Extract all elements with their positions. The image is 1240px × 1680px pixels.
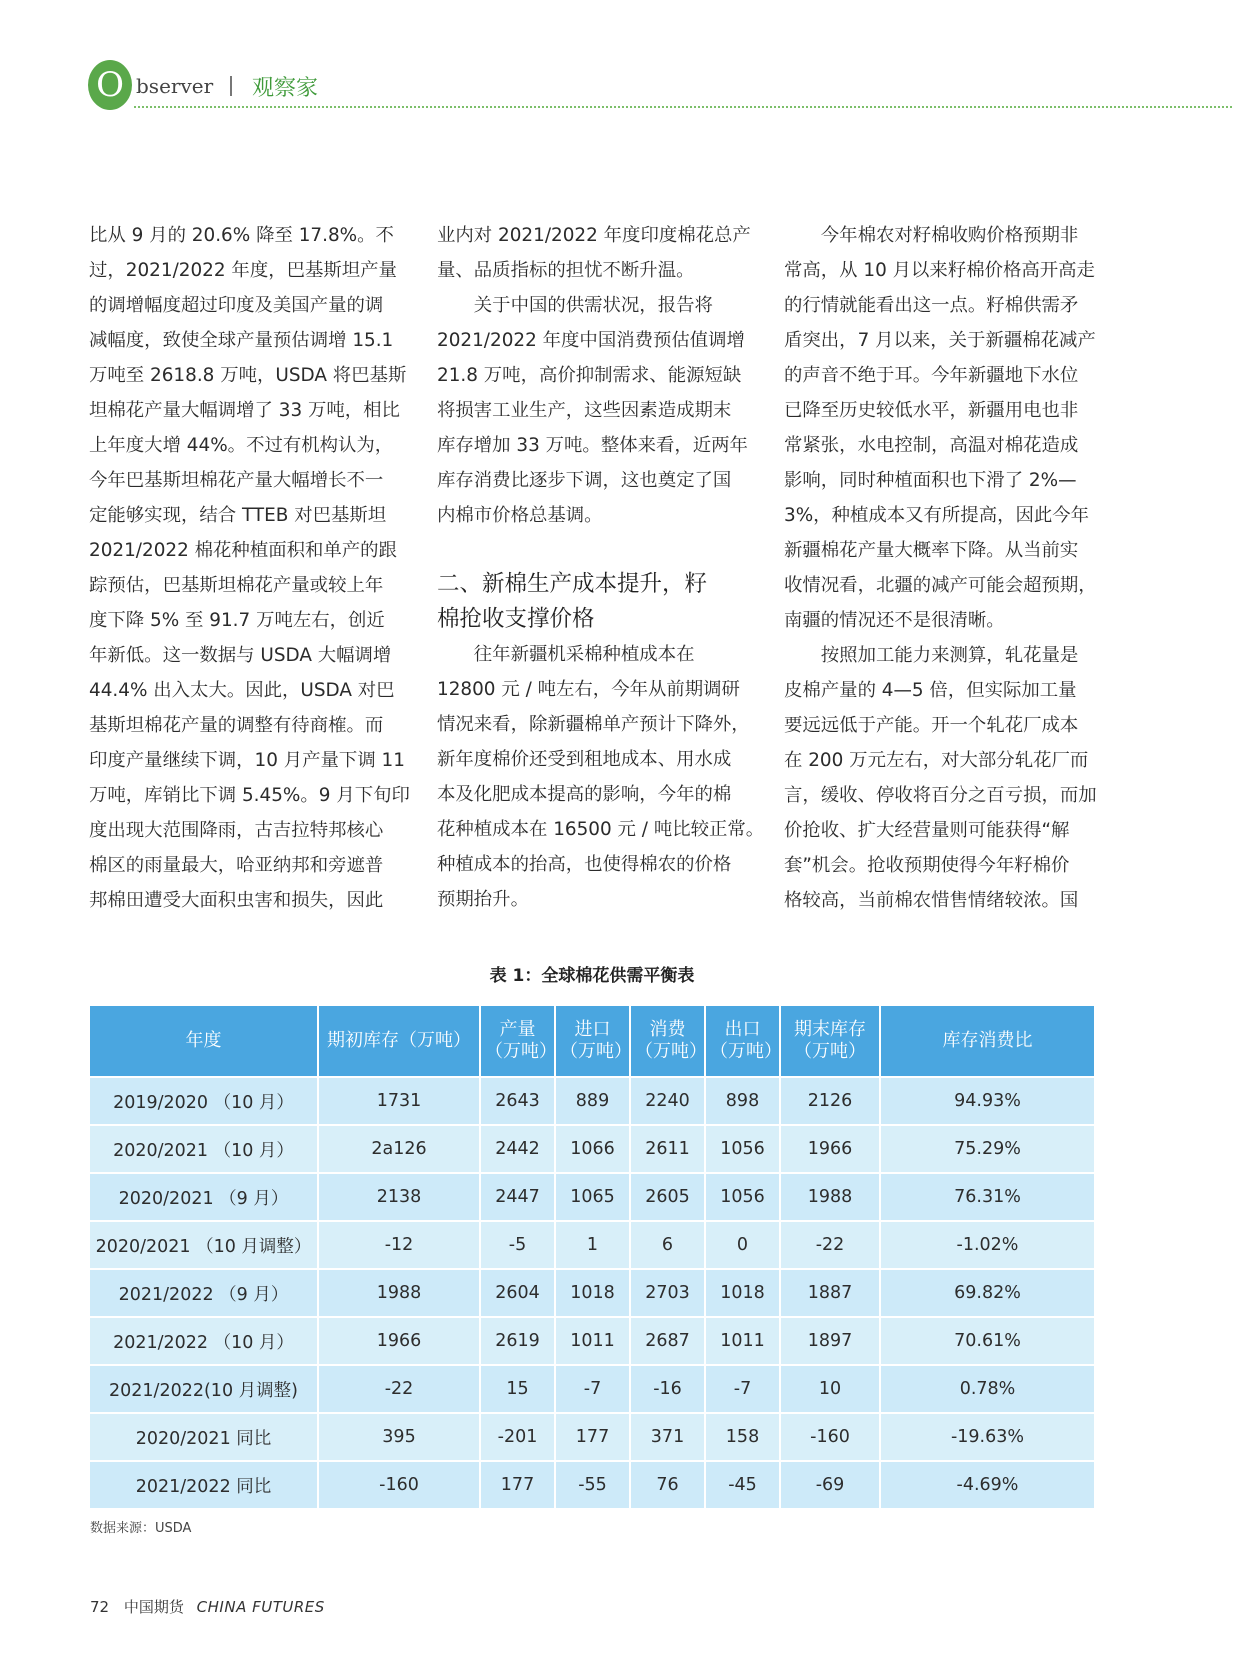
table-cell: 2a126 xyxy=(318,1125,480,1173)
table-cell: 2611 xyxy=(630,1125,705,1173)
text-line: 基斯坦棉花产量的调整有待商榷。而 xyxy=(89,715,384,736)
text-line: 定能够实现，结合 TTEB 对巴基斯坦 xyxy=(89,505,387,526)
row-label-cell: 2021/2022 （10 月） xyxy=(90,1317,318,1365)
table-row xyxy=(90,1077,1094,1125)
text-line: 21.8 万吨，高价抑制需求、能源短缺 xyxy=(437,365,742,386)
text-line: 邦棉田遭受大面积虫害和损失，因此 xyxy=(89,890,384,911)
table-cell: 158 xyxy=(705,1413,780,1461)
row-label-cell: 2021/2022 同比 xyxy=(90,1461,318,1508)
text-line: 花种植成本在 16500 元 / 吨比较正常。 xyxy=(437,819,765,840)
row-label-cell: 2021/2022(10 月调整) xyxy=(90,1365,318,1413)
table-cell: 75.29% xyxy=(880,1125,1094,1173)
text-column-2 xyxy=(437,218,765,917)
text-line: 量、品质指标的担忧不断升温。 xyxy=(437,260,695,281)
text-line: 情况来看，除新疆棉单产预计下降外， xyxy=(437,714,750,735)
text-line: 44.4% 出入太大。因此，USDA 对巴 xyxy=(89,680,395,701)
table-cell: 1056 xyxy=(705,1173,780,1221)
table-cell: 1887 xyxy=(780,1269,880,1317)
table-row xyxy=(90,1221,1094,1269)
table-cell: -160 xyxy=(780,1413,880,1461)
table-row xyxy=(90,1317,1094,1365)
text-line: 收情况看，北疆的减产可能会超预期， xyxy=(784,575,1097,596)
text-line: 盾突出，7 月以来，关于新疆棉花减产 xyxy=(784,330,1096,351)
text-line: 年新低。这一数据与 USDA 大幅调增 xyxy=(89,645,392,666)
text-line: 2021/2022 年度中国消费预估值调增 xyxy=(437,330,745,351)
row-label-cell: 2021/2022 （9 月） xyxy=(90,1269,318,1317)
heading-line: 棉抢收支撑价格 xyxy=(437,606,595,632)
text-line: 往年新疆机采棉种植成本在 xyxy=(437,644,695,665)
observer-logo-badge: O xyxy=(88,60,132,110)
table-cell: 1731 xyxy=(318,1077,480,1125)
table-cell: 1018 xyxy=(555,1269,630,1317)
column-header: 期末库存 （万吨） xyxy=(780,1006,880,1077)
table-cell: -7 xyxy=(555,1365,630,1413)
section-heading xyxy=(437,567,749,637)
text-line: 2021/2022 棉花种植面积和单产的跟 xyxy=(89,540,397,561)
text-line: 上年度大增 44%。不过有机构认为， xyxy=(89,435,394,456)
table-cell: 2687 xyxy=(630,1317,705,1365)
table-cell: -201 xyxy=(480,1413,555,1461)
text-line: 将损害工业生产，这些因素造成期末 xyxy=(437,400,732,421)
table-cell: 2619 xyxy=(480,1317,555,1365)
table-cell: 1011 xyxy=(555,1317,630,1365)
table-cell: -69 xyxy=(780,1461,880,1508)
table-cell: 1065 xyxy=(555,1173,630,1221)
magazine-name: 中国期货 xyxy=(123,1598,184,1616)
column-header: 进口 （万吨） xyxy=(555,1006,630,1077)
text-line: 的调增幅度超过印度及美国产量的调 xyxy=(89,295,384,316)
heading-line: 二、新棉生产成本提升，籽 xyxy=(437,571,708,597)
table-cell: 94.93% xyxy=(880,1077,1094,1125)
text-line: 减幅度，致使全球产量预估调增 15.1 xyxy=(89,330,394,351)
text-line: 本及化肥成本提高的影响，今年的棉 xyxy=(437,784,732,805)
brand-label: bserver xyxy=(136,74,214,98)
table-cell: 2138 xyxy=(318,1173,480,1221)
table-cell: 69.82% xyxy=(880,1269,1094,1317)
table-cell: 15 xyxy=(480,1365,555,1413)
table-cell: 177 xyxy=(480,1461,555,1508)
column-header: 库存消费比 xyxy=(880,1006,1094,1077)
table-cell: -12 xyxy=(318,1221,480,1269)
row-label-cell: 2020/2021 （10 月调整） xyxy=(90,1221,318,1269)
column-header: 期初库存（万吨） xyxy=(318,1006,480,1077)
table-cell: 898 xyxy=(705,1077,780,1125)
text-line: 今年棉农对籽棉收购价格预期非 xyxy=(784,225,1079,246)
table-cell: -45 xyxy=(705,1461,780,1508)
magazine-name-en: CHINA FUTURES xyxy=(196,1598,325,1616)
page-footer xyxy=(90,1596,325,1617)
text-line: 印度产量继续下调，10 月产量下调 11 xyxy=(89,750,405,771)
table-cell: 395 xyxy=(318,1413,480,1461)
table-row xyxy=(90,1173,1094,1221)
table-cell: 889 xyxy=(555,1077,630,1125)
cotton-balance-table xyxy=(90,1006,1094,1508)
table-cell: -16 xyxy=(630,1365,705,1413)
text-line: 格较高，当前棉农惜售情绪较浓。国 xyxy=(784,890,1079,911)
row-label-cell: 2019/2020 （10 月） xyxy=(90,1077,318,1125)
text-line: 关于中国的供需状况，报告将 xyxy=(437,295,713,316)
table-cell: 70.61% xyxy=(880,1317,1094,1365)
text-line: 度下降 5% 至 91.7 万吨左右，创近 xyxy=(89,610,385,631)
text-line: 踪预估，巴基斯坦棉花产量或较上年 xyxy=(89,575,384,596)
section-title: 观察家 xyxy=(252,76,319,101)
text-line: 按照加工能力来测算，轧花量是 xyxy=(784,645,1079,666)
text-line: 库存增加 33 万吨。整体来看，近两年 xyxy=(437,435,748,456)
column-header: 年度 xyxy=(90,1006,318,1077)
text-line: 今年巴基斯坦棉花产量大幅增长不一 xyxy=(89,470,384,491)
text-line: 3%，种植成本又有所提高，因此今年 xyxy=(784,505,1090,526)
text-line: 的声音不绝于耳。今年新疆地下水位 xyxy=(784,365,1079,386)
table-row xyxy=(90,1413,1094,1461)
table-cell: 1897 xyxy=(780,1317,880,1365)
table-cell: -55 xyxy=(555,1461,630,1508)
table-row xyxy=(90,1125,1094,1173)
text-line: 皮棉产量的 4—5 倍，但实际加工量 xyxy=(784,680,1077,701)
text-line: 内棉市价格总基调。 xyxy=(437,505,603,526)
table-cell: 10 xyxy=(780,1365,880,1413)
table-cell: 1966 xyxy=(318,1317,480,1365)
column-header: 出口 （万吨） xyxy=(705,1006,780,1077)
table-cell: 6 xyxy=(630,1221,705,1269)
text-line: 南疆的情况还不是很清晰。 xyxy=(784,610,1005,631)
row-label-cell: 2020/2021 （9 月） xyxy=(90,1173,318,1221)
text-line: 12800 元 / 吨左右，今年从前期调研 xyxy=(437,679,740,700)
text-line: 价抢收、扩大经营量则可能获得“解 xyxy=(784,820,1070,841)
table-cell: -22 xyxy=(318,1365,480,1413)
data-source-note: 数据来源：USDA xyxy=(90,1521,192,1536)
text-line: 常高，从 10 月以来籽棉价格高开高走 xyxy=(784,260,1095,281)
table-header-row xyxy=(90,1006,1094,1077)
table-row xyxy=(90,1269,1094,1317)
table-cell: -4.69% xyxy=(880,1461,1094,1508)
text-line: 言，缓收、停收将百分之百亏损，而加 xyxy=(784,785,1097,806)
table-cell: 2240 xyxy=(630,1077,705,1125)
table-cell: -19.63% xyxy=(880,1413,1094,1461)
text-line: 影响，同时种植面积也下滑了 2%— xyxy=(784,470,1077,491)
text-line: 套”机会。抢收预期使得今年籽棉价 xyxy=(784,855,1070,876)
text-line: 库存消费比逐步下调，这也奠定了国 xyxy=(437,470,732,491)
page-number: 72 xyxy=(90,1598,110,1616)
table-cell: -5 xyxy=(480,1221,555,1269)
table-cell: 0.78% xyxy=(880,1365,1094,1413)
table-cell: 76.31% xyxy=(880,1173,1094,1221)
text-line: 种植成本的抬高，也使得棉农的价格 xyxy=(437,854,732,875)
table-cell: 2126 xyxy=(780,1077,880,1125)
table-cell: 371 xyxy=(630,1413,705,1461)
table-cell: 2703 xyxy=(630,1269,705,1317)
table-cell: 1988 xyxy=(318,1269,480,1317)
table-cell: 1011 xyxy=(705,1317,780,1365)
table-cell: 177 xyxy=(555,1413,630,1461)
table-cell: -22 xyxy=(780,1221,880,1269)
text-line: 过，2021/2022 年度，巴基斯坦产量 xyxy=(89,260,397,281)
table-cell: -7 xyxy=(705,1365,780,1413)
column-2-paragraphs-bottom xyxy=(437,637,765,917)
table-caption: 表 1：全球棉花供需平衡表 xyxy=(489,966,695,986)
text-line: 坦棉花产量大幅调增了 33 万吨，相比 xyxy=(89,400,400,421)
column-header: 产量 （万吨） xyxy=(480,1006,555,1077)
table-cell: 2604 xyxy=(480,1269,555,1317)
table-cell: 1056 xyxy=(705,1125,780,1173)
column-2-paragraphs xyxy=(437,218,749,533)
text-line: 新疆棉花产量大概率下降。从当前实 xyxy=(784,540,1079,561)
table-cell: 2447 xyxy=(480,1173,555,1221)
table-cell: 0 xyxy=(705,1221,780,1269)
text-line: 万吨，库销比下调 5.45%。9 月下旬印 xyxy=(89,785,410,806)
text-line: 比从 9 月的 20.6% 降至 17.8%。不 xyxy=(89,225,394,246)
table-cell: 2605 xyxy=(630,1173,705,1221)
table-cell: 1988 xyxy=(780,1173,880,1221)
table-body xyxy=(90,1077,1094,1508)
column-header: 消费 （万吨） xyxy=(630,1006,705,1077)
text-line: 在 200 万元左右，对大部分轧花厂而 xyxy=(784,750,1089,771)
table-row xyxy=(90,1365,1094,1413)
table-cell: -160 xyxy=(318,1461,480,1508)
header-dotted-rule xyxy=(134,106,1232,108)
table-cell: 1018 xyxy=(705,1269,780,1317)
text-line: 预期抬升。 xyxy=(437,889,529,910)
table-row xyxy=(90,1461,1094,1508)
text-column-1 xyxy=(89,218,410,918)
text-line: 业内对 2021/2022 年度印度棉花总产 xyxy=(437,225,751,246)
text-line: 度出现大范围降雨，古吉拉特邦核心 xyxy=(89,820,384,841)
table-cell: 1066 xyxy=(555,1125,630,1173)
table-cell: 76 xyxy=(630,1461,705,1508)
table-cell: -1.02% xyxy=(880,1221,1094,1269)
row-label-cell: 2020/2021 同比 xyxy=(90,1413,318,1461)
text-line: 万吨至 2618.8 万吨，USDA 将巴基斯 xyxy=(89,365,407,386)
table-cell: 1 xyxy=(555,1221,630,1269)
text-line: 棉区的雨量最大，哈亚纳邦和旁遮普 xyxy=(89,855,384,876)
table-cell: 2643 xyxy=(480,1077,555,1125)
table-cell: 1966 xyxy=(780,1125,880,1173)
text-line: 常紧张，水电控制，高温对棉花造成 xyxy=(784,435,1079,456)
text-line: 新年度棉价还受到租地成本、用水成 xyxy=(437,749,732,770)
page-header xyxy=(88,60,1240,120)
text-column-3 xyxy=(784,218,1097,918)
table-cell: 2442 xyxy=(480,1125,555,1173)
text-line: 已降至历史较低水平，新疆用电也非 xyxy=(784,400,1079,421)
header-divider xyxy=(230,76,232,96)
text-line: 的行情就能看出这一点。籽棉供需矛 xyxy=(784,295,1079,316)
row-label-cell: 2020/2021 （10 月） xyxy=(90,1125,318,1173)
text-line: 要远远低于产能。开一个轧花厂成本 xyxy=(784,715,1079,736)
